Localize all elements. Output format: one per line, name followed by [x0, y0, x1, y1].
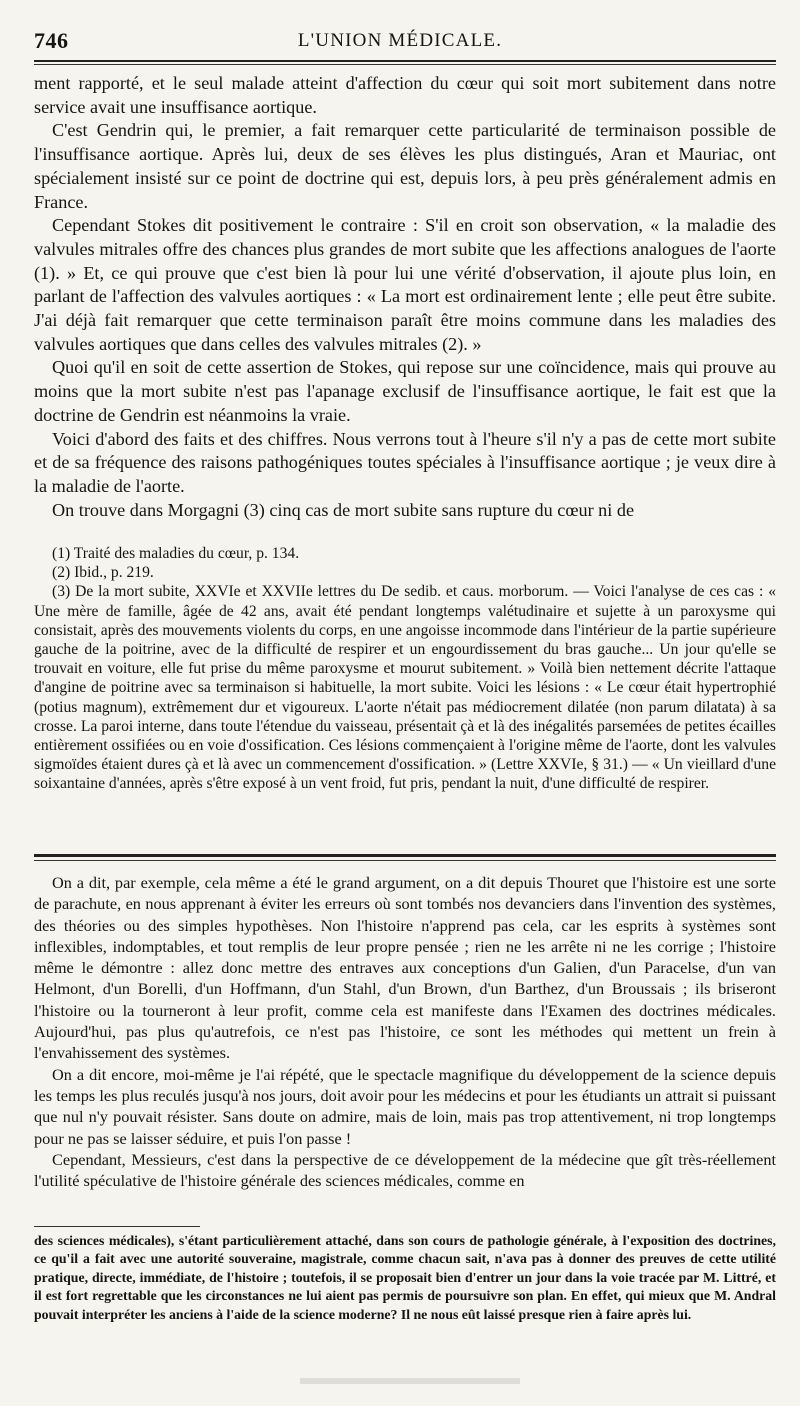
paragraph: C'est Gendrin qui, le premier, a fait remarquer cette particularité de terminaison possible de l'insuffisance aortique. Après lui, deux de ses élèves les plus distingués, Aran et Mauriac, ont spécialement insisté sur ce point de doctrine qui est, depuis lors, à peu près généralement admis en France.	[34, 120, 776, 212]
running-title: L'UNION MÉDICALE.	[297, 30, 503, 51]
paragraph: Quoi qu'il en soit de cette assertion de Stokes, qui repose sur une coïncidence, mais qui prouve au moins que la mort subite n'est pas l'apanage exclusif de l'insuffisance aortique, le fait est que la doctrine de Gendrin est néanmoins la vraie.	[34, 357, 776, 425]
feuilleton-note	[34, 1232, 776, 1324]
note-separator	[34, 1226, 200, 1227]
paragraph: On a dit, par exemple, cela même a été le grand argument, on a dit depuis Thouret que l'histoire est une sorte de parachute, en nous apprenant à éviter les erreurs où sont tombés nos devanciers dans l'invention des systèmes, des théories ou des simples hypothèses. Non l'histoire n'apprend pas cela, car les esprits à systèmes sont inflexibles, indomptables, et tout remplis de leur propre pensée ; rien ne les arrête ni ne les corrige ; l'histoire même le démontre : allez donc mettre des entraves aux conceptions d'un Galien, d'un Paracelse, d'un van Helmont, d'un Borelli, d'un Hoffmann, d'un Stahl, d'un Brown, d'un Barthez, d'un Broussais ; ils briseront l'histoire ou la tourneront à leur profit, comme cela est manifeste dans l'Examen des doctrines médicales. Aujourd'hui, pas plus qu'autrefois, ce n'est pas l'histoire, ce sont les méthodes qui mettent un frein à l'envahissement des systèmes.	[34, 873, 776, 1063]
feuilleton-body	[34, 872, 776, 1191]
paragraph: Cependant Stokes dit positivement le contraire : S'il en croit son observation, « la maladie des valvules mitrales offre des chances plus grandes de mort subite que les affections analogues de l'aorte (1). » Et, ce qui prouve que c'est bien là pour lui une vérité d'observation, il ajoute plus loin, en parlant de l'affection des valvules aortiques : « La mort est ordinairement lente ; elle peut être subite. J'ai déjà fait remarquer que cette terminaison paraît être moins commune dans les maladies des valvules aortiques que dans celles des valvules mitrales (2). »	[34, 215, 776, 354]
footnote: (1) Traité des maladies du cœur, p. 134.	[52, 545, 300, 562]
feuilleton-divider	[34, 854, 776, 857]
show-through-smudge	[300, 1372, 520, 1390]
paragraph: Voici d'abord des faits et des chiffres. Nous verrons tout à l'heure s'il n'y a pas de cette mort subite et de sa fréquence des raisons pathogéniques toutes spéciales à l'insuffisance aortique ; je veux dire à la maladie de l'aorte.	[34, 428, 776, 496]
note-text: des sciences médicales), s'étant particulièrement attaché, dans son cours de pathologie générale, à l'exposition des doctrines, ce qu'il a fait avec une autorité souveraine, magistrale, comme chacun sait, n'ava pas à donner des preuves de cette utilité pratique, directe, immédiate, de l'histoire ; toutefois, il se proposait bien d'entrer un jour dans la voie tracée par M. Littré, et il est fort regrettable que les circonstances ne lui aient pas permis de poursuivre son plan. En effet, qui mieux que M. Andral pouvait interpréter les anciens à l'aide de la science moderne? Il ne nous eût laissé presque rien à faire après lui.	[34, 1233, 776, 1322]
footnotes	[34, 544, 776, 794]
header-rule	[34, 60, 776, 62]
paragraph: On a dit encore, moi-même je l'ai répété, que le spectacle magnifique du développement de la science depuis les temps les plus reculés jusqu'à nos jours, doit avoir pour les médecins et pour les étudiants un attrait si puissant que nul n'y pouvait résister. Sans doute on admire, mais de loin, mais pas trop attentivement, ni trop longtemps pour ne pas se laisser séduire, et puis l'on passe !	[34, 1064, 776, 1148]
footnote: (2) Ibid., p. 219.	[52, 564, 154, 582]
paragraph: On trouve dans Morgagni (3) cinq cas de mort subite sans rupture du cœur ni de	[52, 499, 635, 520]
paragraph: ment rapporté, et le seul malade atteint d'affection du cœur qui soit mort subitement dans notre service avait une insuffisance aortique.	[34, 73, 776, 117]
page-number: 746	[34, 28, 69, 53]
article-body	[34, 72, 776, 522]
footnote: (3) De la mort subite, XXVIe et XXVIIe lettres du De sedib. et caus. morborum. — Voici l'analyse de ces cas : « Une mère de famille, âgée de 42 ans, avait été pendant longtemps valétudinaire et sujette à un paroxysme qui consistait, après des mouvements violents du corps, en une angoisse incommode dans l'intérieur de la partie supérieure gauche de la poitrine, avec de la difficulté de respirer et un engourdissement du bras gauche... Un jour qu'elle se trouvait en voiture, elle fut prise du même paroxysme et mourut subitement. » Voilà bien nettement décrite l'attaque d'angine de poitrine avec sa terminaison si habituelle, la mort subite. Voici les lésions : « Le cœur était hypertrophié (potius magnum), extrêmement dur et vigoureux. L'aorte n'était pas médiocrement dilatée (non parum dilatata) à sa crosse. La paroi interne, dans toute l'étendue du vaisseau, présentait çà et là des inégalités parsemées de petites écailles entièrement ossifiées ou en voie d'ossification. Ces lésions commençaient à l'origine même de l'aorte, dont les valvules sigmoïdes étaient dures çà et là avec un commencement d'ossification. » (Lettre XXVIe, § 31.) — « Un vieillard d'une soixantaine d'années, après s'être exposé à un vent froid, fut pris, pendant la nuit, d'une difficulté de respirer.	[34, 583, 776, 793]
feuilleton-divider-thin	[34, 860, 776, 861]
header-rule-thin	[34, 64, 776, 65]
paragraph: Cependant, Messieurs, c'est dans la perspective de ce développement de la médecine que gît très-réellement l'utilité spéculative de l'histoire générale des sciences médicales, comme en	[34, 1149, 776, 1191]
page-header	[34, 24, 766, 56]
